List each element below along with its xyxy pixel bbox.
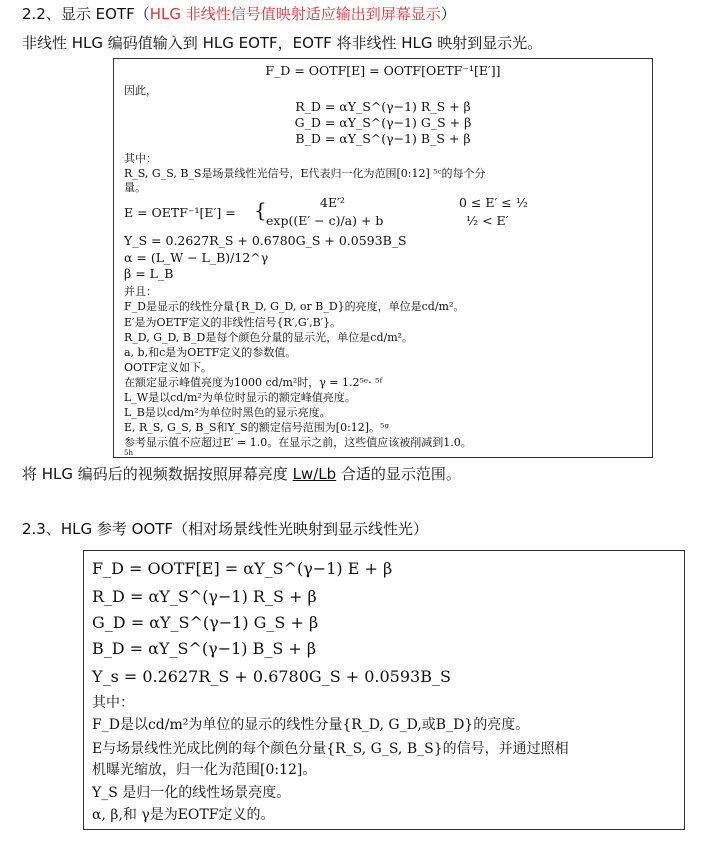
eq-case2-cond: ½ < E′ (466, 213, 509, 228)
def-lb: L_B是以cd/m²为单位时黑色的显示亮度。 (124, 406, 331, 419)
eotf-formula-figure (113, 58, 653, 458)
section-2-2-heading (22, 4, 456, 24)
def-abc: a, b,和c是为OETF定义的参数值。 (124, 346, 297, 359)
outro-prefix: 将 HLG 编码后的视频数据按照屏幕亮度 (22, 465, 293, 483)
eq-case2-expr: exp((E′ − c)/a) + b (266, 213, 384, 228)
eotf-header-equation: F_D = OOTF[E] = OOTF[OETF⁻¹[E′]] (265, 63, 501, 78)
where-label-2: 其中： (92, 695, 134, 711)
eq-green: G_D = αY_S^(γ−1) G_S + β (294, 115, 472, 130)
def-params-2: α, β,和 γ是为EOTF定义的。 (92, 807, 275, 823)
rgb-description: R_S, G_S, B_S是场景线性光信号，E代表归一化为范围[0:12] ⁵ᶜ的每个分 (124, 167, 486, 180)
heading-suffix: ） (440, 5, 456, 23)
def-clip: 参考显示值不应超过E′ = 1.0。在显示之前，这些值应该被削减到1.0。 (124, 436, 472, 449)
def-fd-2: F_D是以cd/m²为单位的显示的线性分量{R_D, G_D,或B_D}的亮度。 (92, 717, 530, 733)
heading-prefix: 2.2、显示 EOTF（ (22, 5, 150, 23)
section-2-3-heading: 2.3、HLG 参考 OOTF（相对场景线性光映射到显示线性光） (22, 520, 429, 538)
eq-bd: B_D = αY_S^(γ−1) B_S + β (92, 639, 317, 658)
def-range: E, R_S, G_S, B_S和Y_S的额定信号范围为[0:12]。⁵ᵍ (124, 421, 389, 434)
eq-oetf-inverse-lhs: E = OETF⁻¹[E′] = (124, 205, 236, 220)
eq-ys: Y_s = 0.2627R_S + 0.6780G_S + 0.0593B_S (92, 667, 451, 686)
eq-luminance: Y_S = 0.2627R_S + 0.6780G_S + 0.0593B_S (124, 233, 407, 248)
def-lw: L_W是以cd/m²为单位时显示的额定峰值亮度。 (124, 391, 356, 404)
def-rgb-display: R_D, G_D, B_D是每个颜色分量的显示光，单位是cd/m²。 (124, 331, 414, 344)
and-label: 并且： (124, 285, 157, 298)
def-e-prime: E′是为OETF定义的非线性信号{R′,G′,B′}。 (124, 316, 342, 329)
def-e-2a: E与场景线性光成比例的每个颜色分量{R_S, G_S, B_S}的信号，并通过照相 (92, 741, 569, 757)
def-gamma: 在额定显示峰值亮度为1000 cd/m²时，γ = 1.2⁵ᵉ· ⁵ᶠ (124, 376, 383, 389)
eq-blue: B_D = αY_S^(γ−1) B_S + β (295, 131, 471, 146)
ootf-formula-figure (83, 550, 685, 830)
eq-case1-cond: 0 ≤ E′ ≤ ½ (459, 195, 528, 210)
def-e-2b: 机曝光缩放，归一化为范围[0:12]。 (92, 762, 317, 778)
where-label: 其中： (124, 152, 157, 165)
therefore-label: 因此， (124, 84, 157, 97)
case-brace: { (254, 198, 267, 222)
rgb-description-cont: 量。 (124, 181, 146, 194)
eq-beta: β = L_B (124, 266, 174, 281)
def-fd: F_D是显示的线性分量{R_D, G_D, or B_D}的亮度，单位是cd/m²。 (124, 300, 465, 313)
eq-rd: R_D = αY_S^(γ−1) R_S + β (92, 587, 317, 606)
outro-lw-lb: Lw/Lb (292, 465, 337, 483)
section-2-2-intro: 非线性 HLG 编码值输入到 HLG EOTF，EOTF 将非线性 HLG 映射到显示光。 (22, 34, 543, 52)
eq-gd: G_D = αY_S^(γ−1) G_S + β (92, 613, 319, 632)
section-2-2-outro (22, 464, 461, 484)
eq-case1-expr: 4E′² (320, 195, 345, 210)
footnote-5h: 5h (124, 449, 133, 457)
def-ys-2: Y_S 是归一化的线性场景亮度。 (92, 785, 291, 801)
eq-fd-ootf: F_D = OOTF[E] = αY_S^(γ−1) E + β (92, 559, 393, 578)
eq-red: R_D = αY_S^(γ−1) R_S + β (295, 99, 471, 114)
def-ootf: OOTF定义如下。 (124, 361, 213, 374)
heading-red-text: HLG 非线性信号值映射适应输出到屏幕显示 (149, 5, 441, 23)
eq-alpha: α = (L_W − L_B)/12^γ (124, 250, 269, 265)
outro-suffix: 合适的显示范围。 (336, 465, 461, 483)
